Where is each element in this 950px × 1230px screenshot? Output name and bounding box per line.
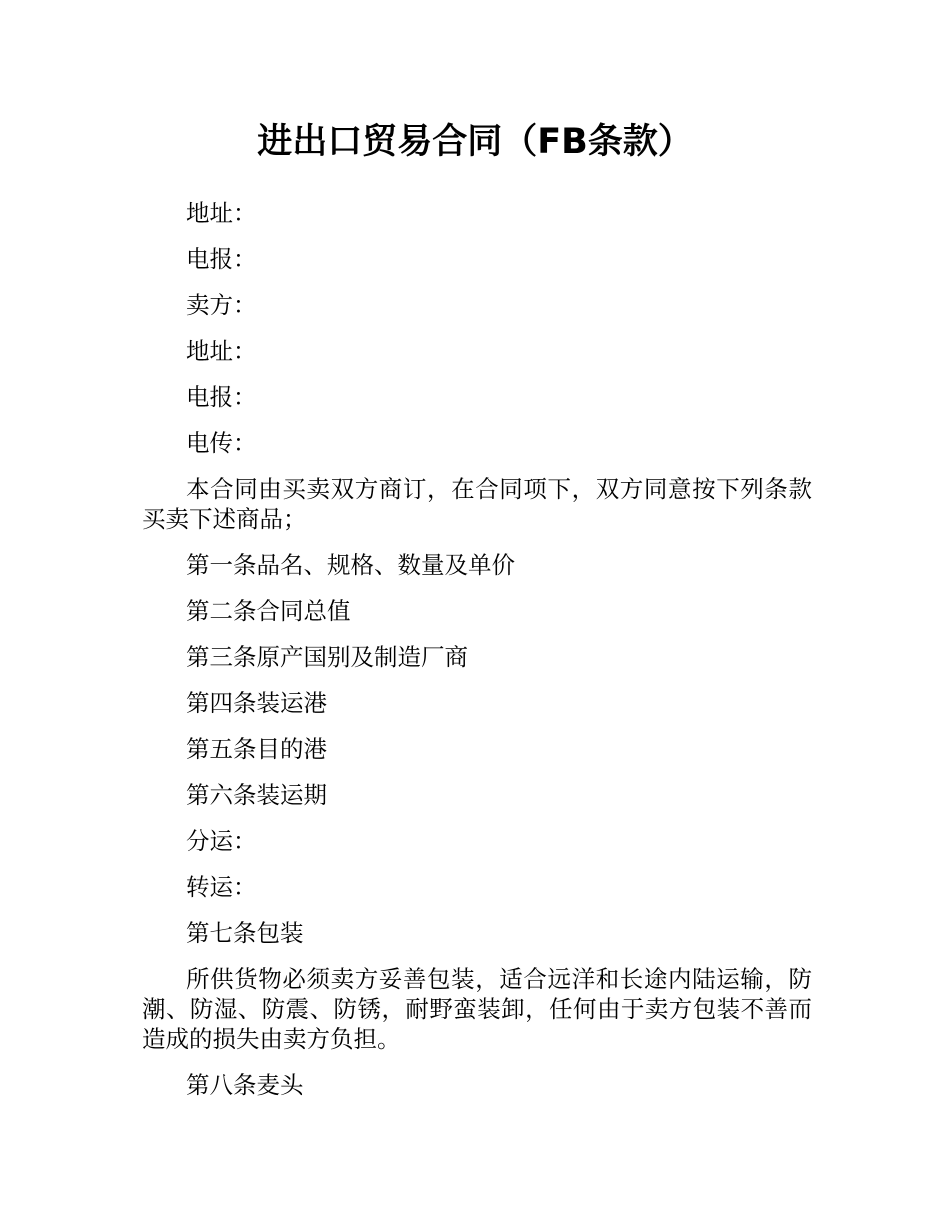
buyer-telegram-label: 电报： <box>186 245 257 273</box>
article-2-heading: 第二条合同总值 <box>186 597 351 625</box>
seller-telegram-label: 电报： <box>186 383 257 411</box>
article-3-heading: 第三条原产国别及制造厂商 <box>186 643 468 671</box>
seller-label: 卖方： <box>186 291 257 319</box>
buyer-address-label: 地址： <box>186 199 257 227</box>
article-6-heading: 第六条装运期 <box>186 781 327 809</box>
partial-shipment-label: 分运： <box>186 827 257 855</box>
article-8-heading: 第八条麦头 <box>186 1071 304 1099</box>
transshipment-label: 转运： <box>186 873 257 901</box>
article-5-heading: 第五条目的港 <box>186 735 327 763</box>
document-title: 进出口贸易合同（FB条款） <box>257 122 693 162</box>
seller-telex-label: 电传： <box>186 429 257 457</box>
document-body <box>142 198 812 1116</box>
packing-clause: 所供货物必须卖方妥善包装，适合远洋和长途内陆运输，防潮、防湿、防震、防锈，耐野蛮装卸，任何由于卖方包装不善而造成的损失由卖方负担。 <box>142 965 812 1053</box>
article-7-heading: 第七条包装 <box>186 919 304 947</box>
article-1-heading: 第一条品名、规格、数量及单价 <box>186 551 515 579</box>
contract-preamble: 本合同由买卖双方商订，在合同项下，双方同意按下列条款买卖下述商品； <box>142 475 812 533</box>
seller-address-label: 地址： <box>186 337 257 365</box>
article-4-heading: 第四条装运港 <box>186 689 327 717</box>
